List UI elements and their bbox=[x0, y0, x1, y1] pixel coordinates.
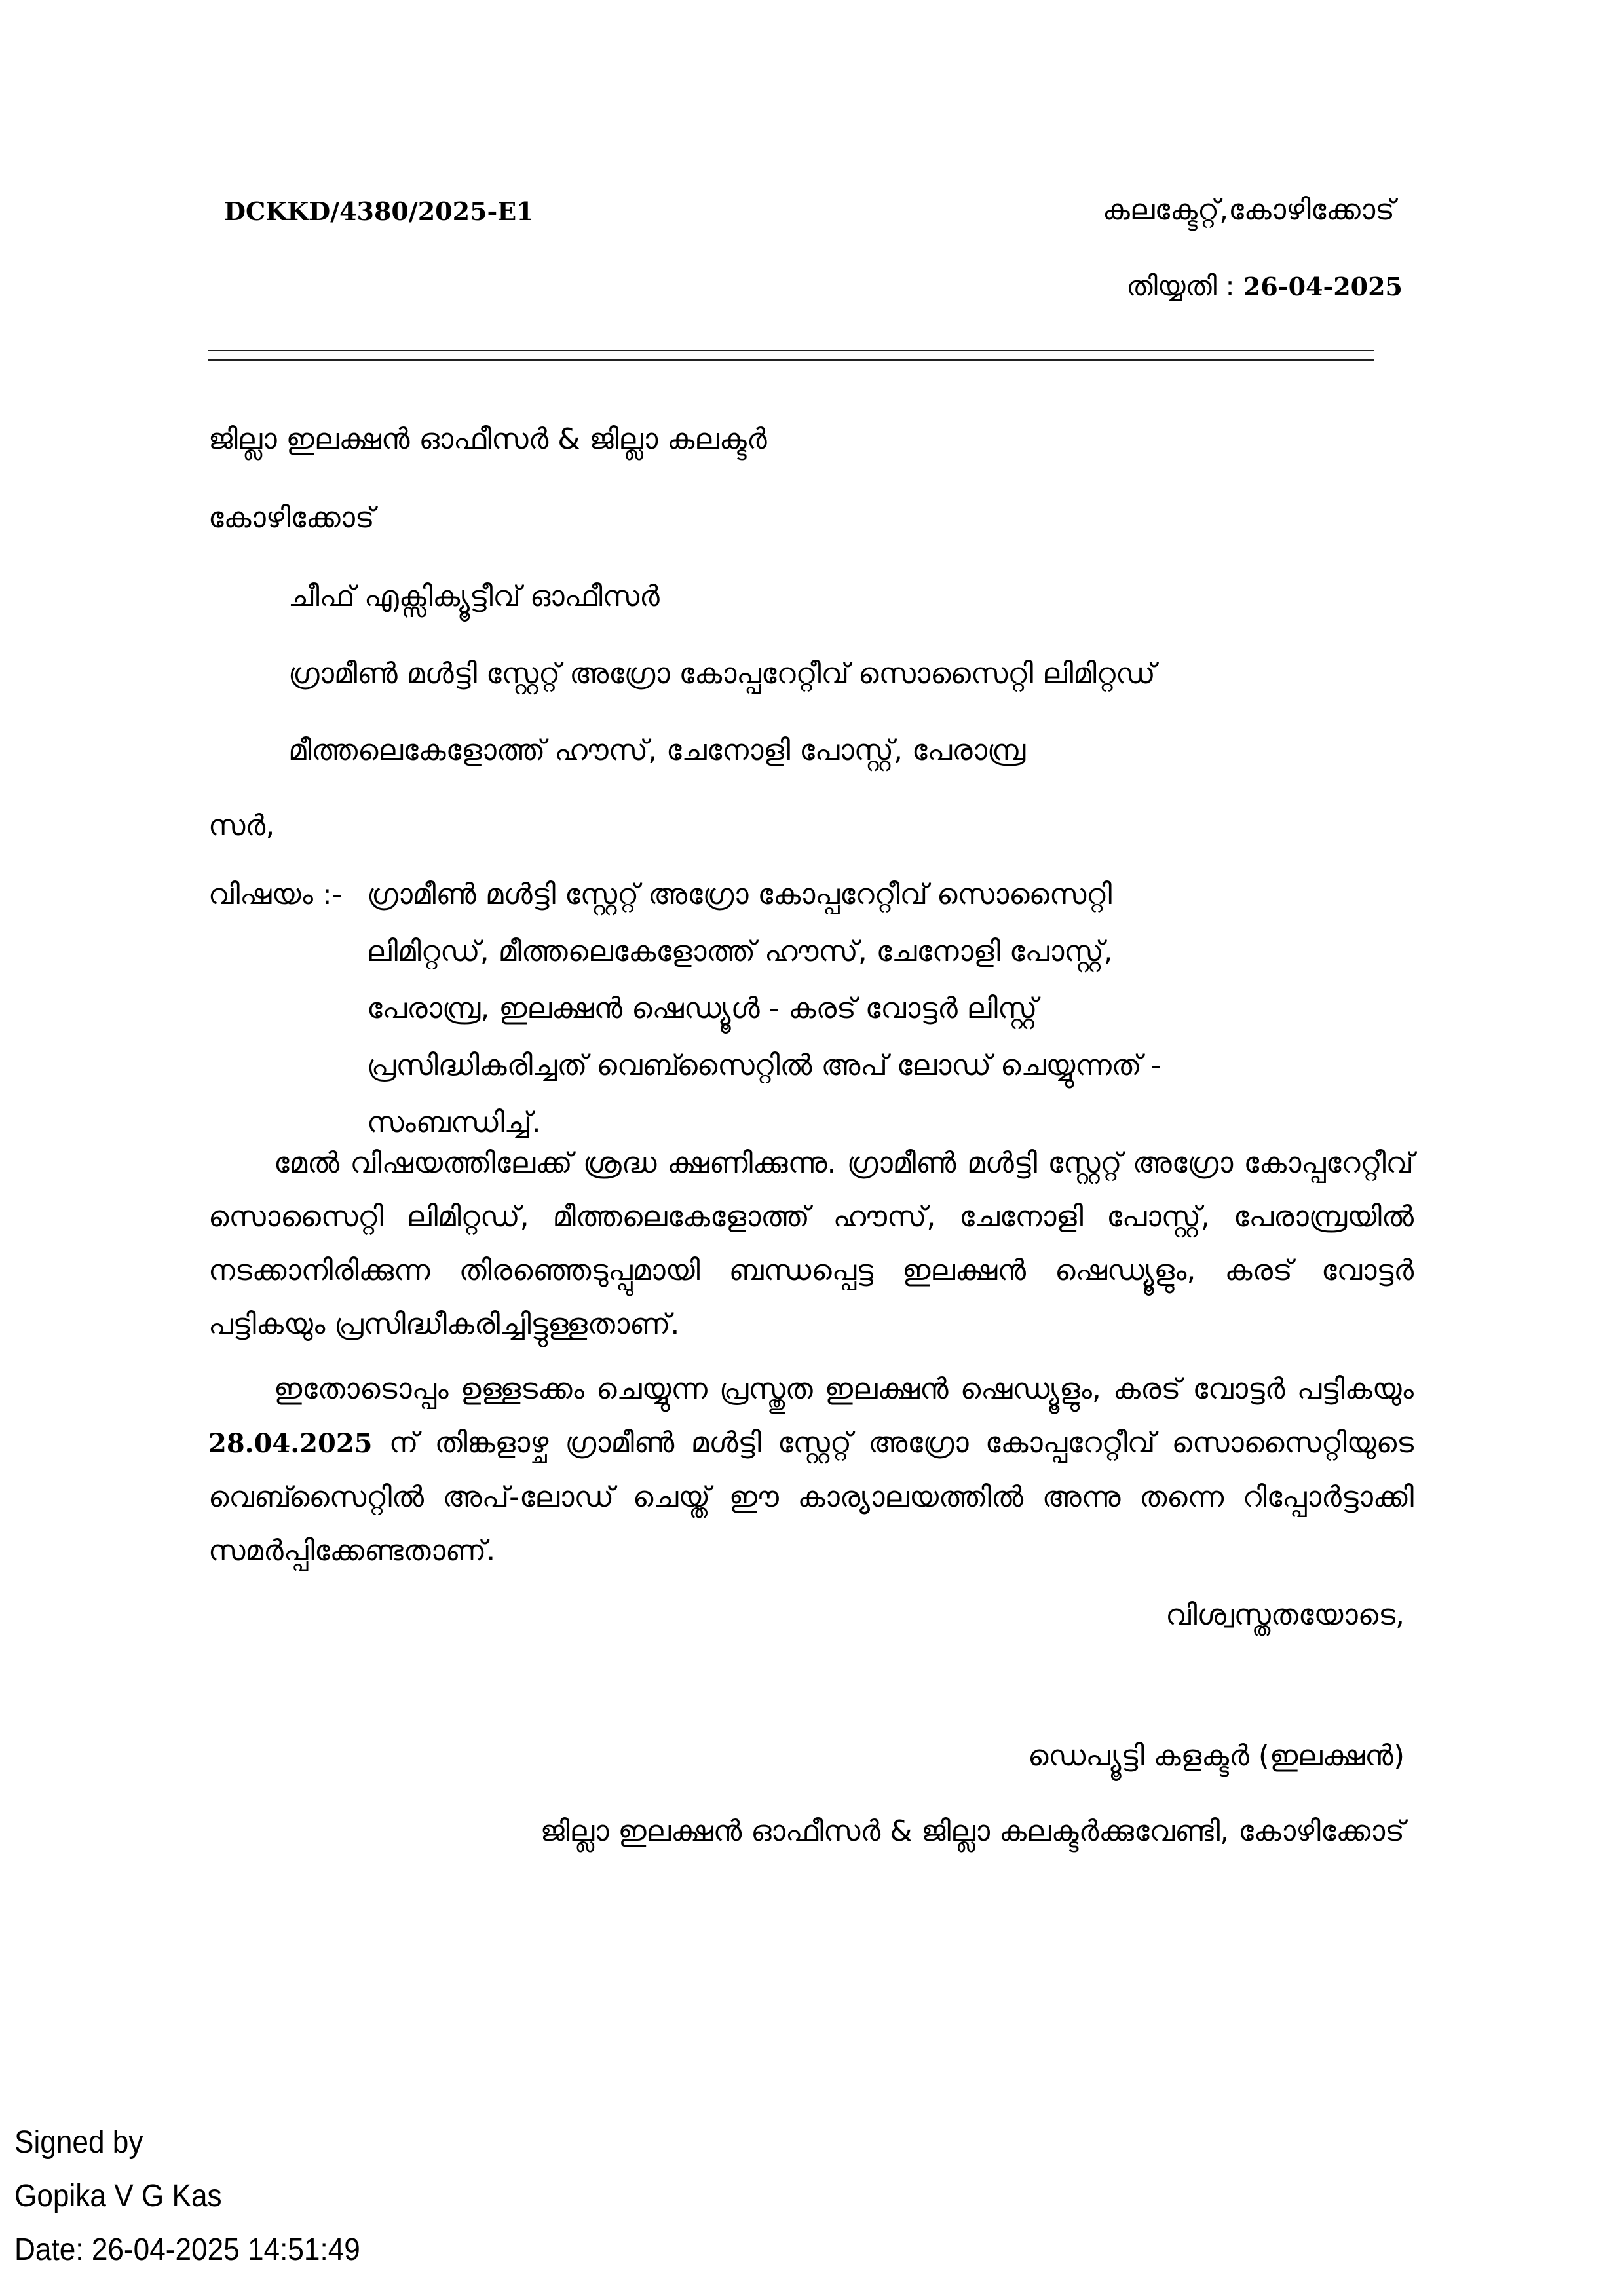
digital-signature-block bbox=[14, 2116, 360, 2277]
file-number: DCKKD/4380/2025-E1 bbox=[224, 197, 534, 226]
upload-date: 28.04.2025 bbox=[208, 1428, 373, 1459]
office-place: കലക്ടേറ്റ്,കോഴിക്കോട് bbox=[1102, 193, 1395, 227]
subject-line: ഗ്രാമീൺ മൾട്ടി സ്റ്റേറ്റ് അഗ്രോ കോപ്പറേറ്റീവ് സൊസൈറ്റി bbox=[367, 878, 1112, 911]
on-behalf-line: ജില്ലാ ഇലക്ഷൻ ഓഫീസർ & ജില്ലാ കലക്ടർക്കുവേണ്ടി, കോഴിക്കോട് bbox=[540, 1815, 1405, 1848]
closing: വിശ്വസ്തതയോടെ, bbox=[1165, 1598, 1405, 1632]
body-paragraph-2 bbox=[208, 1363, 1414, 1578]
salutation: സർ, bbox=[208, 809, 275, 842]
signatory-designation: ഡെപ്യൂട്ടി കളക്ടർ (ഇലക്ഷൻ) bbox=[1028, 1739, 1405, 1773]
signature-signed-by: Signed by bbox=[14, 2125, 143, 2160]
signature-date: Date: 26-04-2025 14:51:49 bbox=[14, 2232, 360, 2267]
body-paragraph-2-text: ന് തിങ്കളാഴ്ച ഗ്രാമീൺ മൾട്ടി സ്റ്റേറ്റ് അഗ്രോ കോപ്പറേറ്റീവ് സൊസൈറ്റിയുടെ വെബ്സൈറ്റിൽ അപ്-ലോഡ് ചെയ്ത് ഈ കാര്യാലയത്തിൽ അന്നു തന്നെ റിപ്പോർട്ടാക്കി സമർപ്പിക്കേണ്ടതാണ്. bbox=[208, 1426, 1414, 1568]
date-line bbox=[1126, 270, 1403, 303]
subject-label: വിഷയം :- bbox=[208, 878, 343, 911]
subject-line: സംബന്ധിച്ച്. bbox=[367, 1106, 541, 1139]
subject-line: പേരാമ്പ്ര, ഇലക്ഷൻ ഷെഡ്യൂൾ - കരട് വോട്ടർ ലിസ്റ്റ് bbox=[367, 992, 1038, 1025]
recipient-designation: ചീഫ് എക്സിക്യൂട്ടീവ് ഓഫീസർ bbox=[288, 580, 660, 613]
body-paragraph-2-text: ഇതോടൊപ്പം ഉള്ളടക്കം ചെയ്യുന്ന പ്രസ്തുത ഇലക്ഷൻ ഷെഡ്യൂളും, കരട് വോട്ടർ പട്ടികയും bbox=[274, 1372, 1414, 1406]
recipient-address: മീത്തലെകേളോത്ത് ഹൗസ്, ചേനോളി പോസ്റ്റ്, പേരാമ്പ്ര bbox=[288, 734, 1026, 767]
sender-place: കോഴിക്കോട് bbox=[208, 501, 375, 535]
sender-title: ജില്ലാ ഇലക്ഷൻ ഓഫീസർ & ജില്ലാ കലക്ടർ bbox=[208, 423, 767, 456]
subject-line: ലിമിറ്റഡ്, മീത്തലെകേളോത്ത് ഹൗസ്, ചേനോളി പോസ്റ്റ്, bbox=[367, 935, 1113, 968]
date-value: 26-04-2025 bbox=[1243, 272, 1403, 301]
subject-line: പ്രസിദ്ധികരിച്ചത് വെബ്സൈറ്റിൽ അപ് ലോഡ് ചെയ്യുന്നത് - bbox=[367, 1049, 1161, 1082]
recipient-organization: ഗ്രാമീൺ മൾട്ടി സ്റ്റേറ്റ് അഗ്രോ കോപ്പറേറ്റീവ് സൊസൈറ്റി ലിമിറ്റഡ് bbox=[288, 657, 1156, 690]
date-label: തിയ്യതി : bbox=[1126, 270, 1235, 302]
separator-line bbox=[208, 350, 1374, 361]
body-paragraph-1: മേൽ വിഷയത്തിലേക്ക് ശ്രദ്ധ ക്ഷണിക്കുന്നു. ഗ്രാമീൺ മൾട്ടി സ്റ്റേറ്റ് അഗ്രോ കോപ്പറേറ്റീവ് സൊസൈറ്റി ലിമിറ്റഡ്, മീത്തലെകേളോത്ത് ഹൗസ്, ചേനോളി പോസ്റ്റ്, പേരാമ്പ്രയിൽ നടക്കാനിരിക്കുന്ന തിരഞ്ഞെടുപ്പുമായി ബന്ധപ്പെട്ട ഇലക്ഷൻ ഷെഡ്യൂളും, കരട് വോട്ടർ പട്ടികയും പ്രസിദ്ധീകരിച്ചിട്ടുള്ളതാണ്. bbox=[208, 1146, 1414, 1341]
signature-name: Gopika V G Kas bbox=[14, 2179, 222, 2213]
